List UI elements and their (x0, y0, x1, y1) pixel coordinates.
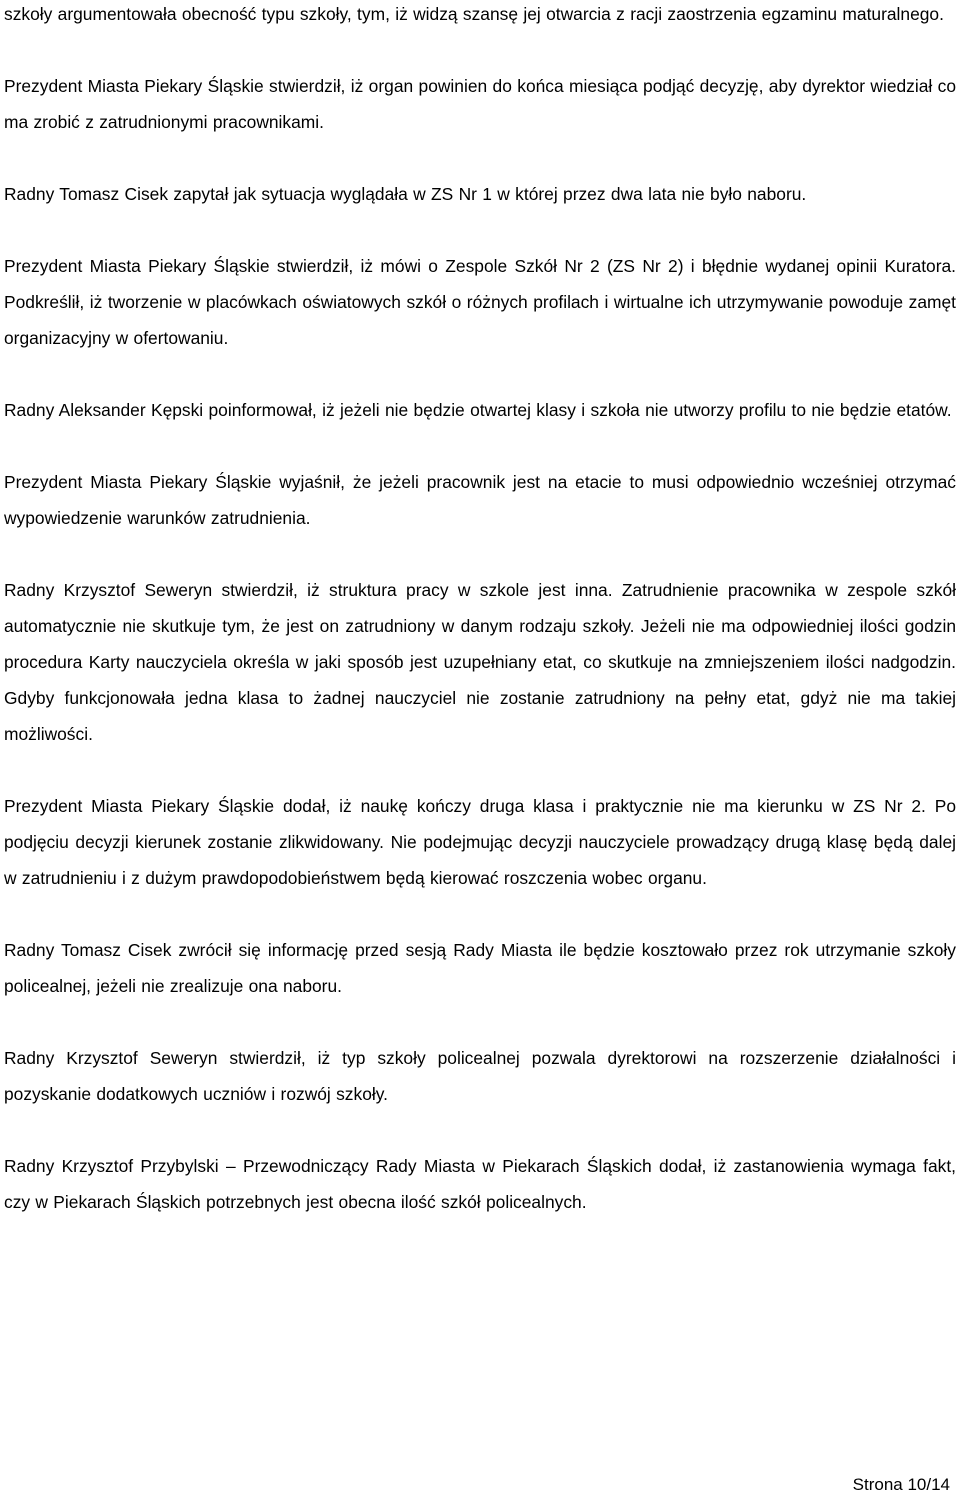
paragraph: Radny Tomasz Cisek zwrócił się informację przed sesją Rady Miasta ile będzie kosztowało przez rok utrzymanie szkoły policealnej, jeżeli nie zrealizuje ona naboru. (4, 940, 956, 996)
paragraph: Radny Krzysztof Przybylski – Przewodniczący Rady Miasta w Piekarach Śląskich dodał, iż zastanowienia wymaga fakt, czy w Piekarach Śląskich potrzebnych jest obecna ilość szkół policealnych. (4, 1156, 956, 1212)
paragraph: Prezydent Miasta Piekary Śląskie dodał, iż naukę kończy druga klasa i praktycznie nie ma kierunku w ZS Nr 2. Po podjęciu decyzji kierunek zostanie zlikwidowany. Nie podejmując decyzji nauczyciele prowadzący drugą klasę będą dalej w zatrudnieniu i z dużym prawdopodobieństwem będą kierować roszczenia wobec organu. (4, 796, 956, 888)
paragraph: Radny Krzysztof Seweryn stwierdził, iż struktura pracy w szkole jest inna. Zatrudnienie pracownika w zespole szkół automatycznie nie skutkuje tym, że jest on zatrudniony w danym rodzaju szkoły. Jeżeli nie ma odpowiedniej ilości godzin procedura Karty nauczyciela określa w jaki sposób jest uzupełniany etat, co skutkuje na zmniejszeniem ilości nadgodzin. Gdyby funkcjonowała jedna klasa to żadnej nauczyciel nie zostanie zatrudniony na pełny etat, gdyż nie ma takiej możliwości. (4, 580, 956, 744)
paragraph: Radny Tomasz Cisek zapytał jak sytuacja wyglądała w ZS Nr 1 w której przez dwa lata nie było naboru. (4, 184, 807, 204)
paragraph: Prezydent Miasta Piekary Śląskie stwierdził, iż mówi o Zespole Szkół Nr 2 (ZS Nr 2) i błędnie wydanej opinii Kuratora. Podkreślił, iż tworzenie w placówkach oświatowych szkół o różnych profilach i wirtualne ich utrzymywanie powoduje zamęt organizacyjny w ofertowaniu. (4, 256, 956, 348)
paragraph: Prezydent Miasta Piekary Śląskie wyjaśnił, że jeżeli pracownik jest na etacie to musi odpowiednio wcześniej otrzymać wypowiedzenie warunków zatrudnienia. (4, 472, 956, 528)
paragraph: Radny Aleksander Kępski poinformował, iż jeżeli nie będzie otwartej klasy i szkoła nie utworzy profilu to nie będzie etatów. (4, 400, 952, 420)
document-body (4, 0, 956, 1256)
paragraph: Radny Krzysztof Seweryn stwierdził, iż typ szkoły policealnej pozwala dyrektorowi na rozszerzenie działalności i pozyskanie dodatkowych uczniów i rozwój szkoły. (4, 1048, 956, 1104)
paragraph: Prezydent Miasta Piekary Śląskie stwierdził, iż organ powinien do końca miesiąca podjąć decyzję, aby dyrektor wiedział co ma zrobić z zatrudnionymi pracownikami. (4, 76, 956, 132)
paragraph: szkoły argumentowała obecność typu szkoły, tym, iż widzą szansę jej otwarcia z racji zaostrzenia egzaminu maturalnego. (4, 4, 944, 24)
page-number: Strona 10/14 (852, 1475, 950, 1494)
